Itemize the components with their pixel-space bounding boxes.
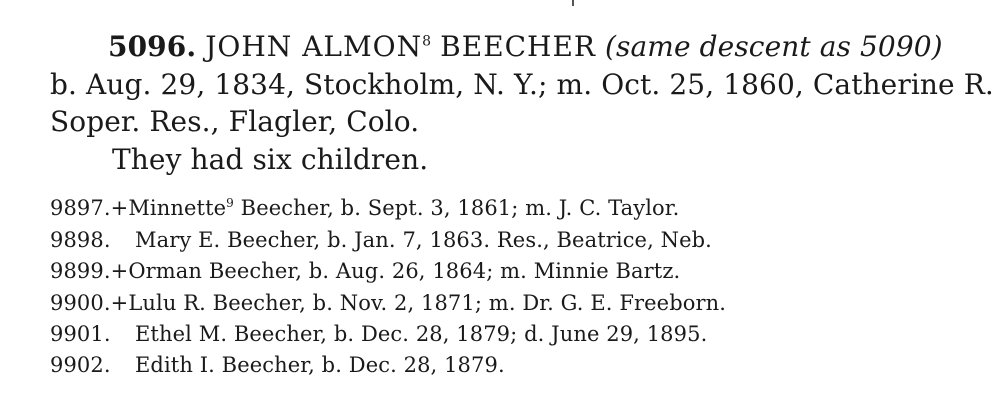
entry-line-3: Soper. Res., Flagler, Colo. <box>50 105 420 138</box>
list-item <box>50 259 680 283</box>
entry-line-2: b. Aug. 29, 1834, Stockholm, N. Y.; m. Oct. 25, 1860, Catherine R. <box>50 68 994 101</box>
child-details: Orman Beecher, b. Aug. 26, 1864; m. Minnie Bartz. <box>128 259 681 283</box>
child-number: 9899.+ <box>50 259 129 283</box>
list-item <box>50 291 726 315</box>
entry-surname: BEECHER <box>440 30 596 63</box>
child-number: 9898. <box>50 228 111 252</box>
child-details: Mary E. Beecher, b. Jan. 7, 1863. Res., Beatrice, Neb. <box>135 228 712 252</box>
list-item <box>50 196 679 220</box>
child-number: 9901. <box>50 322 111 346</box>
list-item <box>50 322 707 346</box>
child-details: Lulu R. Beecher, b. Nov. 2, 1871; m. Dr. G. E. Freeborn. <box>128 291 727 315</box>
list-item <box>50 353 505 377</box>
entry-generation: 8 <box>422 33 432 50</box>
child-details: Ethel M. Beecher, b. Dec. 28, 1879; d. June 29, 1895. <box>135 322 708 346</box>
entry-descent-note: (same descent as 5090) <box>605 30 943 63</box>
entry-heading <box>108 30 943 63</box>
entry-number: 5096. <box>108 30 197 63</box>
child-number: 9900.+ <box>50 291 129 315</box>
page-mark <box>572 0 574 6</box>
child-generation: 9 <box>226 196 234 210</box>
child-number: 9897.+ <box>50 196 129 220</box>
entry-name: JOHN ALMON <box>205 30 423 63</box>
child-details: Beecher, b. Sept. 3, 1861; m. J. C. Taylor. <box>233 196 680 220</box>
child-name: Minnette <box>128 196 227 220</box>
entry-line-4: They had six children. <box>112 143 429 176</box>
child-details: Edith I. Beecher, b. Dec. 28, 1879. <box>135 353 505 377</box>
child-number: 9902. <box>50 353 111 377</box>
list-item <box>50 228 712 252</box>
